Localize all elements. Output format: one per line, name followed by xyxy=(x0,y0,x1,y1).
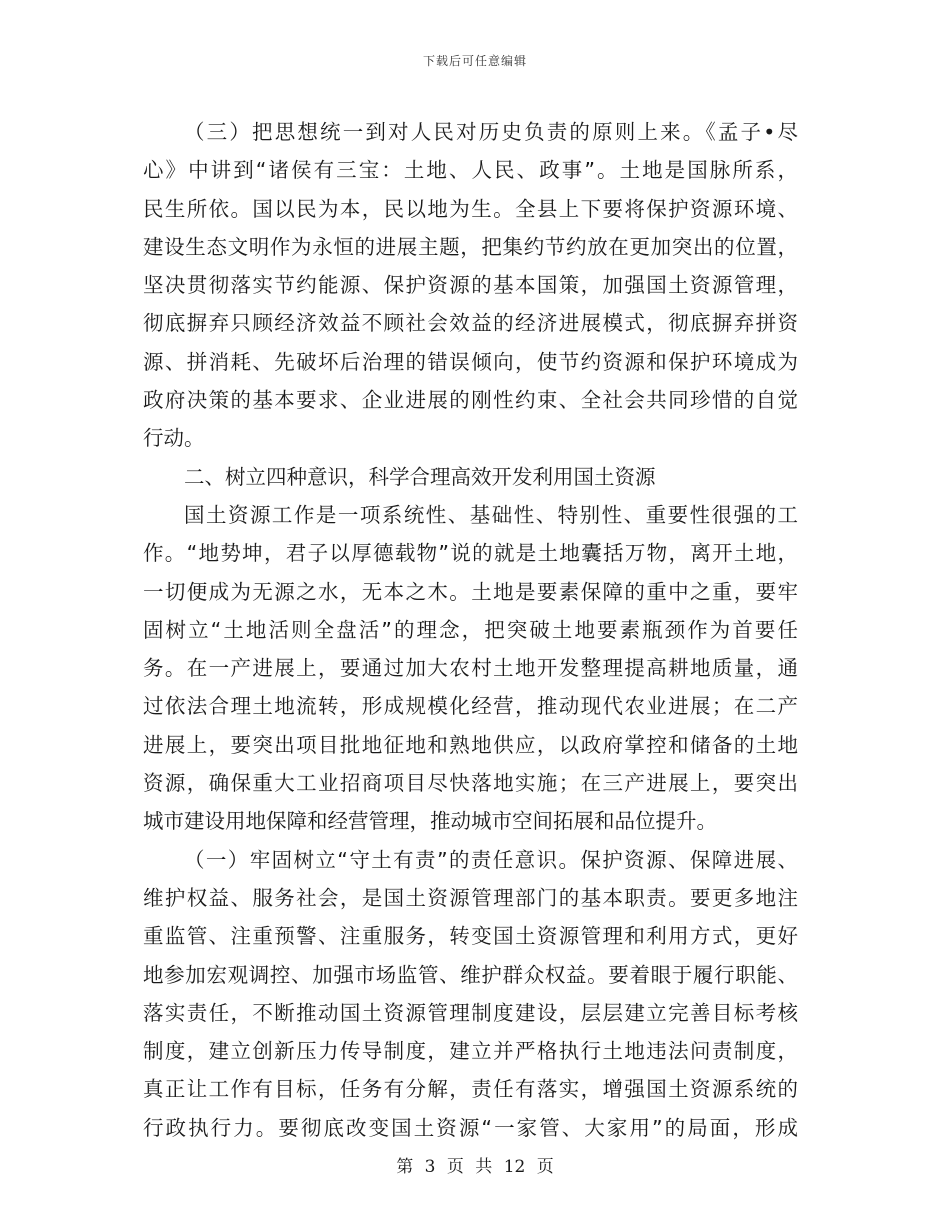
text-line: 彻底摒弃只顾经济效益不顾社会效益的经济进展模式，彻底摒弃拼资 xyxy=(143,311,798,336)
text-line: 政府决策的基本要求、企业进展的刚性约束、全社会共同珍惜的自觉 xyxy=(143,388,798,413)
text-line: 行动。 xyxy=(143,426,205,451)
text-line: 国土资源工作是一项系统性、基础性、特别性、重要性很强的工 xyxy=(184,502,798,527)
text-line: 过依法合理土地流转，形成规模化经营，推动现代农业进展；在二产 xyxy=(143,694,798,719)
text-line: 建设生态文明作为永恒的进展主题，把集约节约放在更加突出的位置， xyxy=(143,234,798,259)
text-line: 城市建设用地保障和经营管理，推动城市空间拓展和品位提升。 xyxy=(143,809,717,834)
text-line: （三）把思想统一到对人民对历史负责的原则上来。《孟子•尽 xyxy=(184,120,798,144)
text-line: 坚决贯彻落实节约能源、保护资源的基本国策，加强国土资源管理， xyxy=(143,273,798,298)
text-line: 落实责任，不断推动国土资源管理制度建设，层层建立完善目标考核 xyxy=(143,1000,798,1025)
paragraph xyxy=(143,496,798,841)
text-line: 心》中讲到“诸侯有三宝：土地、人民、政事”。土地是国脉所系， xyxy=(143,158,798,183)
text-line: 真正让工作有目标，任务有分解，责任有落实，增强国土资源系统的 xyxy=(143,1077,798,1102)
text-line: 行政执行力。要彻底改变国土资源“一家管、大家用”的局面，形成 xyxy=(143,1115,798,1140)
page-number-footer: 第 3 页 共 12 页 xyxy=(396,1157,554,1177)
text-line: 进展上，要突出项目批地征地和熟地供应，以政府掌控和储备的土地 xyxy=(143,732,798,757)
text-line: 重监管、注重预警、注重服务，转变国土资源管理和利用方式，更好 xyxy=(143,924,798,949)
text-line: 固树立“土地活则全盘活”的理念，把突破土地要素瓶颈作为首要任 xyxy=(143,617,798,642)
text-line: 民生所依。国以民为本，民以地为生。全县上下要将保护资源环境、 xyxy=(143,196,798,221)
text-line: 作。“地势坤，君子以厚德载物”说的就是土地囊括万物，离开土地， xyxy=(143,541,798,566)
text-line: 二、树立四种意识，科学合理高效开发利用国土资源 xyxy=(184,464,656,489)
text-line: 源、拼消耗、先破坏后治理的错误倾向，使节约资源和保护环境成为 xyxy=(143,349,798,374)
text-line: （一）牢固树立“守土有责”的责任意识。保护资源、保障进展、 xyxy=(184,847,798,872)
section-heading xyxy=(143,458,798,496)
text-line: 务。在一产进展上，要通过加大农村土地开发整理提高耕地质量，通 xyxy=(143,656,798,681)
document-body xyxy=(143,113,798,1147)
text-line: 维护权益、服务社会，是国土资源管理部门的基本职责。要更多地注 xyxy=(143,885,798,910)
paragraph xyxy=(143,113,798,458)
text-line: 一切便成为无源之水，无本之木。土地是要素保障的重中之重，要牢 xyxy=(143,579,798,604)
page-header: 下载后可任意编辑 xyxy=(422,54,527,68)
text-line: 制度，建立创新压力传导制度，建立并严格执行土地违法问责制度， xyxy=(143,1039,798,1064)
text-line: 地参加宏观调控、加强市场监管、维护群众权益。要着眼于履行职能、 xyxy=(143,962,798,987)
text-line: 资源，确保重大工业招商项目尽快落地实施；在三产进展上，要突出 xyxy=(143,771,798,796)
paragraph xyxy=(143,841,798,1147)
